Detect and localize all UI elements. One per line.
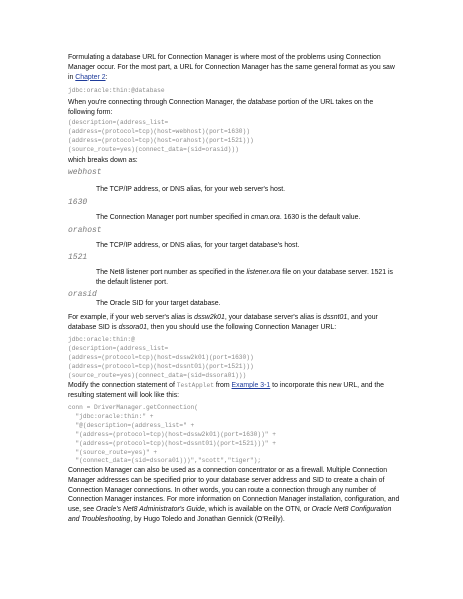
intro-end: : [105,73,108,81]
def-1521: The Net8 listener port number as specified in the listener.ora file on your database server. 1521 is the default listener port. [96,269,393,286]
intro-paragraph [68,53,401,82]
term-1630: 1630 [68,198,88,207]
breakdown-intro: which breaks down as: [68,157,138,164]
intro-text: Formulating a database URL for Connection Manager is where most of the problems using Connection Manager occur. For the most part, a URL for Connection Manager has the same general format as you saw in [68,54,395,81]
example-3-1-link[interactable]: Example 3-1 [231,382,271,389]
code-description-form: (description=(address_list= (address=(protocol=tcp)(host=webhost)(port=1630)) (address=(protocol=tcp)(host=orahost)(port=1521))) (source_route=yes)(connect_data=(sid=orasid))) [68,119,254,153]
def-1630: The Connection Manager port number specified in cman.ora. 1630 is the default value. [96,214,361,221]
term-1521: 1521 [68,253,88,262]
def-orahost: The TCP/IP address, or DNS alias, for your target database's host. [96,242,300,249]
def-webhost: The TCP/IP address, or DNS alias, for your web server's host. [96,186,286,193]
code-url-format: jdbc:oracle:thin:@database [68,87,165,94]
modify-statement-paragraph: Modify the connection statement of TestApplet from Example 3-1 to incorporate this new URL, and the resulting statement will look like this: [68,382,384,399]
example-aliases-paragraph: For example, if your web server's alias is dssw2k01, your database server's alias is dssnt01, and your database SID is dssora01, then you should use the following Connection Manager URL: [68,314,378,331]
chapter-2-link[interactable]: Chapter 2 [75,73,106,81]
concentrator-paragraph: Connection Manager can also be used as a connection concentrator or as a firewall. Multiple Connection Manager addresses can be specified prior to your database server address and SID to create a chain of Connection Manager connections. In other words, you can route a connection through any number of Connection Manager instances. For more information on Connection Manager installation, configuration, and use, see Oracle's Net8 Administrator's Guide, which is available on the OTN, or Oracle Net8 Configuration and Troubleshooting, by Hugo Toledo and Jonathan Gennick (O'Reilly). [68,467,400,523]
database-portion-paragraph: When you're connecting through Connection Manager, the database portion of the URL takes on the following form: [68,99,374,116]
def-orasid: The Oracle SID for your target database. [96,300,221,307]
term-webhost: webhost [68,168,102,177]
term-orahost: orahost [68,226,102,235]
term-orasid: orasid [68,290,97,299]
code-cman-url: jdbc:oracle:thin:@ (description=(address_list= (address=(protocol=tcp)(host=dssw2k01)(port=1630)) (address=(protocol=tcp)(host=dssnt01)(port=1521))) (source_route=yes)(connect_data=(sid=dssora01))) [68,336,254,379]
code-connection-statement: conn = DriverManager.getConnection( "jdbc:oracle:thin:" + "@(description=(address_list=" + "(address=(protocol=tcp)(host=dssw2k01)(port=1630))" + "(address=(protocol=tcp)(host=dssnt01)(port=1521)))" + "(source_route=yes)" + "(connect_data=(sid=dssora01)))","scott","tiger"); [68,404,276,465]
